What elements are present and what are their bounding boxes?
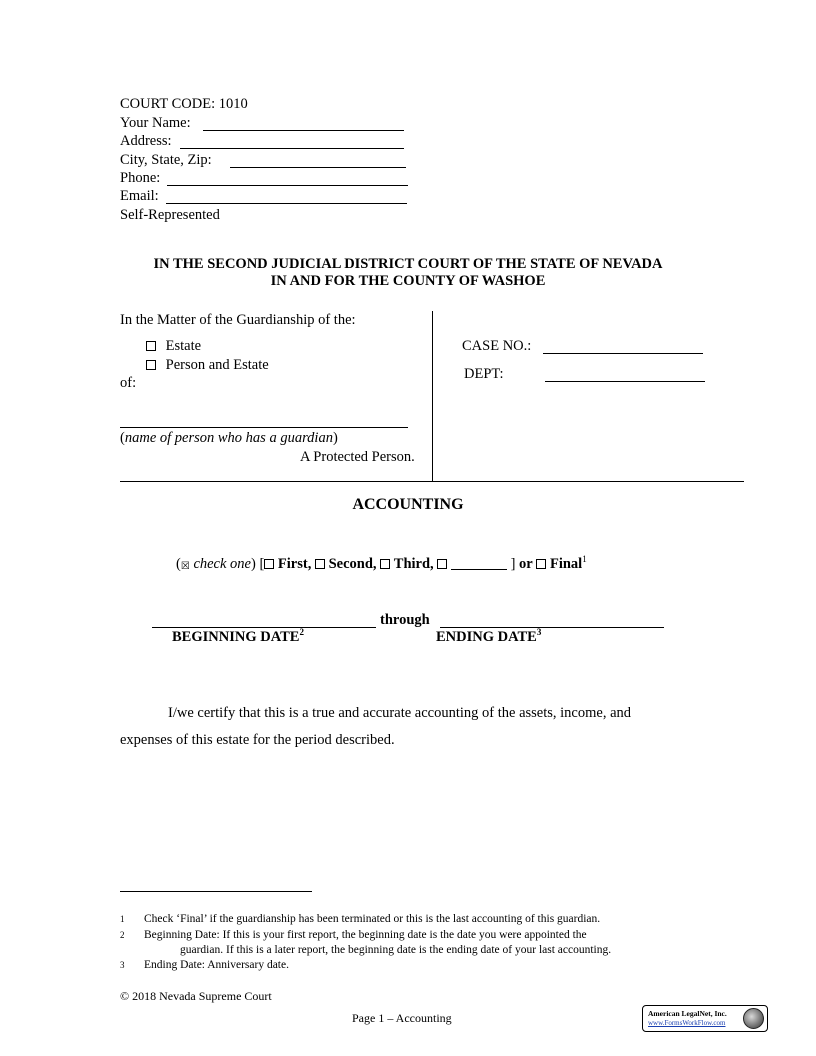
court-title-line2: IN AND FOR THE COUNTY OF WASHOE (270, 273, 546, 289)
ending-date-label: ENDING DATE$^3$ (436, 627, 542, 645)
of-label: of: (120, 375, 137, 391)
other-ordinal-field[interactable] (451, 558, 507, 570)
person-estate-option[interactable] (146, 357, 269, 374)
third-checkbox[interactable] (380, 559, 390, 569)
caption-divider-vertical (432, 311, 433, 481)
page-number: Page 1 – Accounting (352, 1011, 452, 1025)
court-title-line1: IN THE SECOND JUDICIAL DISTRICT COURT OF THE STATE OF NEVADA (153, 256, 663, 272)
city-state-zip-label: City, State, Zip: (120, 152, 212, 168)
address-label: Address: (120, 133, 172, 149)
court-code: COURT CODE: 1010 (120, 96, 248, 112)
beginning-footnote-ref: 2 (299, 627, 304, 638)
city-state-zip-field[interactable] (230, 167, 406, 168)
beginning-date-field[interactable] (152, 627, 376, 628)
footnote-3-number: 3 (120, 960, 125, 970)
globe-icon (743, 1008, 764, 1029)
estate-option[interactable] (146, 338, 201, 355)
footnote-1-number: 1 (120, 914, 125, 924)
person-estate-checkbox[interactable] (146, 360, 156, 370)
protected-person-label: A Protected Person. (300, 449, 415, 465)
first-label: First, (277, 556, 312, 572)
dept-field[interactable] (545, 381, 705, 382)
protected-person-name-field[interactable] (120, 427, 408, 428)
accounting-type-row: (☒ check one) [ First, Second, Third, ] or Final$^1$ (176, 554, 587, 572)
certification-line1: I/we certify that this is a true and accurate accounting of the assets, income, and (168, 705, 632, 721)
logo-website-link[interactable]: www.FormsWorkFlow.com (648, 1019, 726, 1027)
dept-label: DEPT: (464, 366, 504, 382)
second-label: Second, (328, 556, 377, 572)
final-checkbox[interactable] (536, 559, 546, 569)
case-no-field[interactable] (543, 353, 703, 354)
footnote-2-number: 2 (120, 930, 125, 940)
self-represented-label: Self-Represented (120, 207, 220, 223)
first-checkbox[interactable] (264, 559, 274, 569)
name-note: (name of person who has a guardian) (120, 430, 338, 446)
phone-field[interactable] (167, 185, 408, 186)
footnote-2-text-b: guardian. If this is a later report, the beginning date is the ending date of your last accounting. (180, 944, 612, 956)
final-footnote-ref: 1 (582, 554, 587, 565)
certification-line2: expenses of this estate for the period described. (120, 732, 395, 748)
third-label: Third, (393, 556, 434, 572)
caption-divider-horizontal (120, 481, 744, 482)
beginning-date-label: BEGINNING DATE$^2$ (172, 627, 304, 645)
copyright: © 2018 Nevada Supreme Court (120, 989, 272, 1003)
footnote-1-text: Check ‘Final’ if the guardianship has been terminated or this is the last accounting of this guardian. (144, 913, 601, 925)
document-title: ACCOUNTING (352, 496, 464, 513)
check-one-label: check one (193, 556, 251, 572)
through-label: through (380, 612, 430, 628)
phone-label: Phone: (120, 170, 161, 186)
final-label: Final (549, 556, 583, 572)
ending-date-field[interactable] (440, 627, 664, 628)
your-name-label: Your Name: (120, 115, 191, 131)
logo-company-name: American LegalNet, Inc. (648, 1009, 727, 1018)
checked-box-icon: ☒ (180, 561, 190, 572)
footnote-separator (120, 891, 312, 892)
ending-footnote-ref: 3 (536, 627, 542, 638)
email-label: Email: (120, 188, 159, 204)
address-field[interactable] (180, 148, 404, 149)
your-name-field[interactable] (203, 130, 404, 131)
second-checkbox[interactable] (315, 559, 325, 569)
footnote-2-text-a: Beginning Date: If this is your first report, the beginning date is the date you were appointed the (144, 929, 587, 941)
case-no-label: CASE NO.: (462, 338, 532, 354)
or-label: or (519, 556, 533, 572)
estate-checkbox[interactable] (146, 341, 156, 351)
footnote-3-text: Ending Date: Anniversary date. (144, 959, 289, 971)
other-checkbox[interactable] (437, 559, 447, 569)
estate-option-label: Estate (165, 338, 202, 354)
american-legalnet-logo[interactable] (642, 1005, 768, 1032)
person-estate-option-label: Person and Estate (165, 357, 269, 373)
email-field[interactable] (166, 203, 407, 204)
matter-label: In the Matter of the Guardianship of the: (120, 312, 356, 328)
